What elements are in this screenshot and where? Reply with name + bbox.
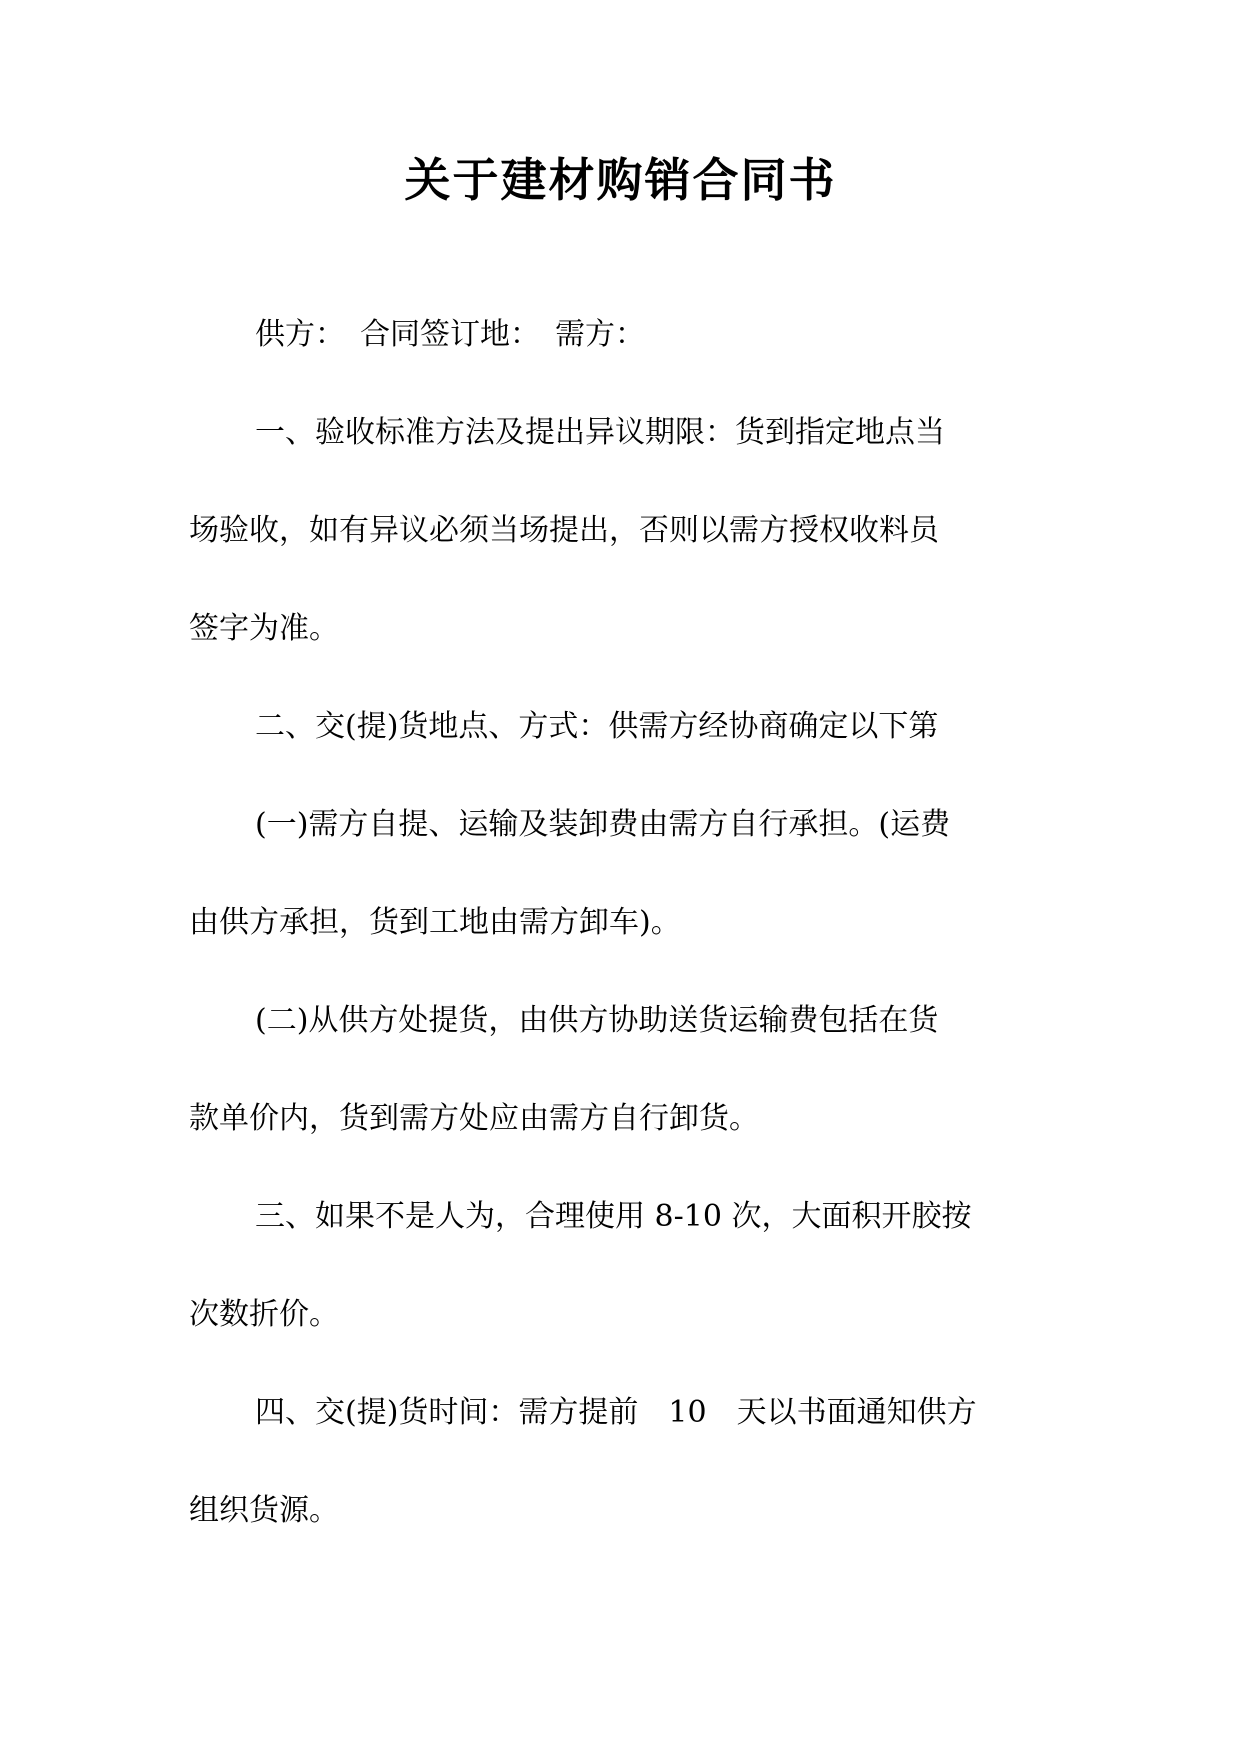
clause-1-line-3: 签字为准。: [189, 611, 339, 646]
parties-line: 供方： 合同签订地： 需方：: [255, 317, 645, 352]
clause-2-option-2-line-2: 款单价内，货到需方处应由需方自行卸货。: [189, 1101, 759, 1136]
clause-4-line-2: 组织货源。: [189, 1493, 339, 1528]
clause-4-line-1: 四、交(提)货时间：需方提前 10 天以书面通知供方: [255, 1395, 977, 1430]
clause-2-line-1: 二、交(提)货地点、方式：供需方经协商确定以下第: [255, 709, 939, 744]
clause-1-line-2: 场验收，如有异议必须当场提出，否则以需方授权收料员: [189, 513, 939, 548]
clause-2-option-2-line-1: (二)从供方处提货，由供方协助送货运输费包括在货: [255, 1003, 939, 1038]
clause-2-option-1-line-1: (一)需方自提、运输及装卸费由需方自行承担。(运费: [255, 807, 951, 842]
clause-3-line-1: 三、如果不是人为，合理使用 8-10 次，大面积开胶按: [255, 1199, 972, 1234]
clause-1-line-1: 一、验收标准方法及提出异议期限：货到指定地点当: [255, 415, 945, 450]
clause-2-option-1-line-2: 由供方承担，货到工地由需方卸车)。: [189, 905, 681, 940]
document-title: 关于建材购销合同书: [404, 153, 837, 207]
clause-3-line-2: 次数折价。: [189, 1297, 339, 1332]
